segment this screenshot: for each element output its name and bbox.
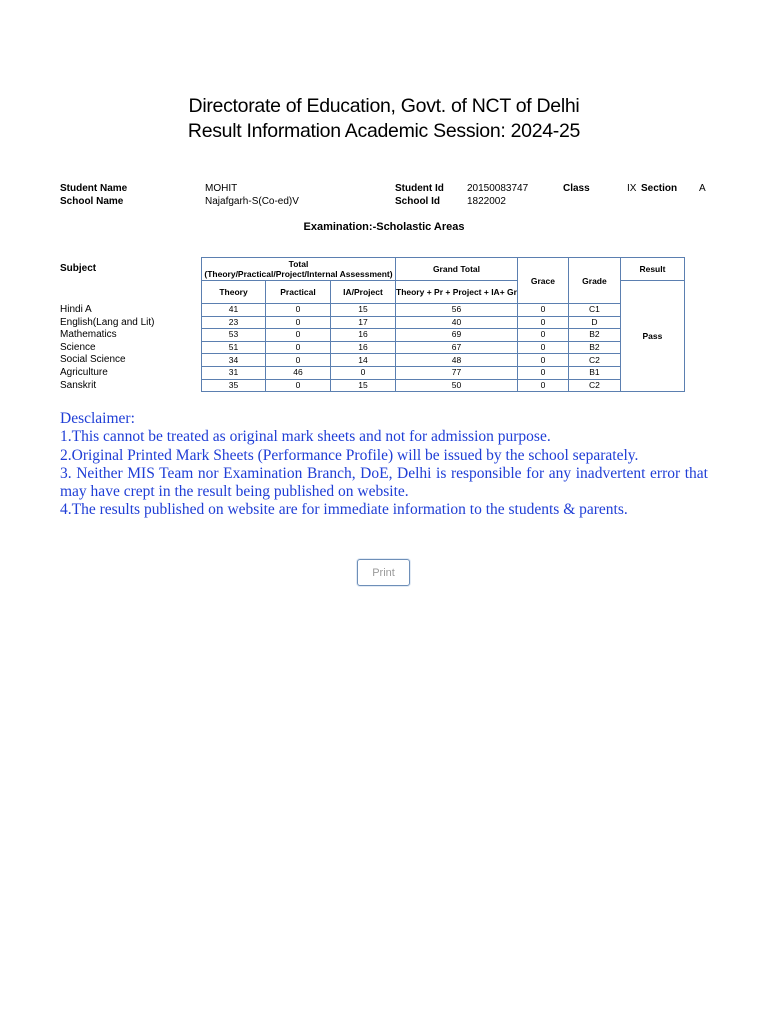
theory-cell: 51: [202, 341, 266, 354]
subject-list: [60, 304, 155, 392]
table-row: [202, 379, 685, 392]
page-title: Directorate of Education, Govt. of NCT of Delhi: [188, 95, 580, 117]
result-header: Result: [620, 258, 684, 281]
practical-cell: 0: [266, 379, 331, 392]
subject-name: Hindi A: [60, 304, 92, 315]
practical-cell: 0: [266, 341, 331, 354]
section-value: A: [699, 183, 706, 194]
section-label: Section: [641, 183, 678, 194]
ia-project-header: IA/Project: [331, 281, 396, 304]
student-name-label: Student Name: [60, 183, 128, 194]
practical-header: Practical: [266, 281, 331, 304]
table-row: [202, 354, 685, 367]
theory-header: Theory: [202, 281, 266, 304]
ia-cell: 15: [331, 379, 396, 392]
student-id-value: 20150083747: [467, 183, 529, 194]
practical-cell: 0: [266, 304, 331, 317]
grand-total-sub-header: Theory + Pr + Project + IA+ Gr: [396, 281, 518, 304]
grace-cell: 0: [517, 329, 568, 342]
table-row: [202, 316, 685, 329]
disclaimer-point: 3. Neither MIS Team nor Examination Branch, DoE, Delhi is responsible for any inadvertent error that may have crept in the result being published on website.: [60, 464, 708, 501]
ia-cell: 17: [331, 316, 396, 329]
grade-cell: D: [568, 316, 620, 329]
result-value: Pass: [620, 281, 684, 392]
grand-total-cell: 69: [396, 329, 518, 342]
disclaimer-heading: Desclaimer:: [60, 410, 135, 427]
student-id-label: Student Id: [395, 183, 444, 194]
grace-cell: 0: [517, 316, 568, 329]
subject-name: Sanskrit: [60, 379, 97, 391]
practical-cell: 0: [266, 354, 331, 367]
theory-cell: 31: [202, 366, 266, 379]
grace-cell: 0: [517, 379, 568, 392]
ia-cell: 16: [331, 329, 396, 342]
grand-total-cell: 40: [396, 316, 518, 329]
page-subtitle: Result Information Academic Session: 2024-25: [187, 120, 581, 142]
theory-cell: 34: [202, 354, 266, 367]
grade-cell: C1: [568, 304, 620, 317]
school-id-value: 1822002: [467, 196, 506, 207]
grade-cell: C2: [568, 354, 620, 367]
student-name-value: MOHIT: [205, 183, 238, 194]
grand-total-cell: 48: [396, 354, 518, 367]
school-name-value: Najafgarh-S(Co-ed)V: [205, 196, 299, 207]
theory-cell: 41: [202, 304, 266, 317]
grade-cell: C2: [568, 379, 620, 392]
subject-name: Social Science: [60, 354, 126, 366]
table-row: [202, 366, 685, 379]
class-label: Class: [563, 183, 590, 194]
table-row: [202, 329, 685, 342]
ia-cell: 16: [331, 341, 396, 354]
grand-total-header: Grand Total: [396, 258, 518, 281]
grace-cell: 0: [517, 304, 568, 317]
grand-total-cell: 50: [396, 379, 518, 392]
grade-cell: B2: [568, 329, 620, 342]
ia-cell: 0: [331, 366, 396, 379]
disclaimer-point: 4.The results published on website are for immediate information to the students & parents.: [60, 501, 628, 519]
theory-cell: 53: [202, 329, 266, 342]
disclaimer-point: 2.Original Printed Mark Sheets (Performance Profile) will be issued by the school separately.: [60, 446, 639, 464]
grace-cell: 0: [517, 341, 568, 354]
theory-cell: 35: [202, 379, 266, 392]
subject-header: Subject: [60, 263, 97, 274]
grade-cell: B1: [568, 366, 620, 379]
ia-cell: 14: [331, 354, 396, 367]
school-id-label: School Id: [395, 196, 440, 207]
subject-name: Agriculture: [60, 366, 108, 378]
grace-cell: 0: [517, 354, 568, 367]
marks-table: [201, 257, 685, 392]
subject-name: Mathematics: [60, 329, 117, 341]
table-row: [202, 341, 685, 354]
table-row: [202, 304, 685, 317]
school-name-label: School Name: [60, 196, 124, 207]
practical-cell: 46: [266, 366, 331, 379]
grade-cell: B2: [568, 341, 620, 354]
class-value: IX: [627, 183, 637, 194]
grand-total-cell: 56: [396, 304, 518, 317]
practical-cell: 0: [266, 316, 331, 329]
grand-total-cell: 77: [396, 366, 518, 379]
grade-header: Grade: [568, 258, 620, 304]
grace-header: Grace: [517, 258, 568, 304]
total-header: Total (Theory/Practical/Project/Internal Assessment): [202, 258, 396, 281]
ia-cell: 15: [331, 304, 396, 317]
theory-cell: 23: [202, 316, 266, 329]
subject-name: English(Lang and Lit): [60, 316, 155, 328]
grand-total-cell: 67: [396, 341, 518, 354]
practical-cell: 0: [266, 329, 331, 342]
disclaimer: [60, 410, 708, 520]
disclaimer-point: 1.This cannot be treated as original mark sheets and not for admission purpose.: [60, 428, 551, 446]
grace-cell: 0: [517, 366, 568, 379]
subject-name: Science: [60, 341, 96, 353]
exam-title: Examination:-Scholastic Areas: [303, 221, 465, 233]
print-button[interactable]: Print: [357, 559, 410, 586]
